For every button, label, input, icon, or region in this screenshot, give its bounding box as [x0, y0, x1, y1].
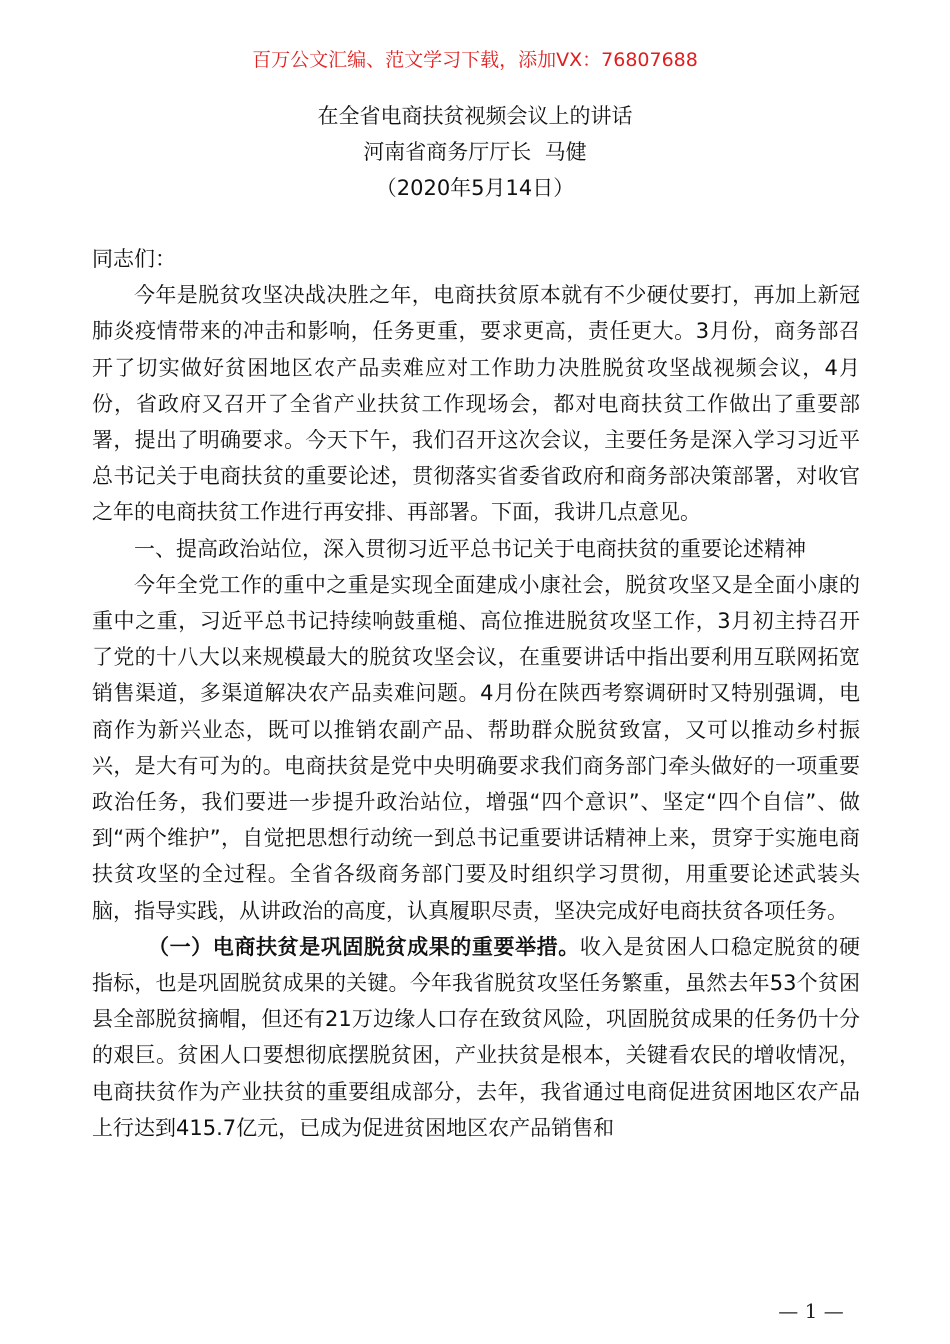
- subsection-1-text: 收入是贫困人口稳定脱贫的硬指标，也是巩固脱贫成果的关键。今年我省脱贫攻坚任务繁重，虽然去年53个贫困县全部脱贫摘帽，但还有21万边缘人口存在致贫风险，巩固脱贫成果的任务仍十分的艰巨。贫困人口要想彻底摆脱贫困，产业扶贫是根本，关键看农民的增收情况，电商扶贫作为产业扶贫的重要组成部分，去年，我省通过电商促进贫困地区农产品上行达到415.7亿元，已成为促进贫困地区农产品销售和: [92, 934, 860, 1140]
- document-body: [92, 241, 860, 1146]
- paragraph-section-1: 今年全党工作的重中之重是实现全面建成小康社会，脱贫攻坚又是全面小康的重中之重，习近平总书记持续响鼓重槌、高位推进脱贫攻坚工作，3月初主持召开了党的十八大以来规模最大的脱贫攻坚会议，在重要讲话中指出要利用互联网拓宽销售渠道，多渠道解决农产品卖难问题。4月份在陕西考察调研时又特别强调，电商作为新兴业态，既可以推销农副产品、帮助群众脱贫致富，又可以推动乡村振兴，是大有可为的。电商扶贫是党中央明确要求我们商务部门牵头做好的一项重要政治任务，我们要进一步提升政治站位，增强“四个意识”、坚定“四个自信”、做到“两个维护”，自觉把思想行动统一到总书记重要讲话精神上来，贯穿于实施电商扶贫攻坚的全过程。全省各级商务部门要及时组织学习贯彻，用重要论述武装头脑，指导实践，从讲政治的高度，认真履职尽责，坚决完成好电商扶贫各项任务。: [92, 572, 860, 923]
- page-number: — 1 —: [778, 1299, 844, 1323]
- subsection-1-heading: （一）电商扶贫是巩固脱贫成果的重要举措。: [148, 934, 580, 959]
- paragraph-intro: 今年是脱贫攻坚决战决胜之年，电商扶贫原本就有不少硬仗要打，再加上新冠肺炎疫情带来的冲击和影响，任务更重，要求更高，责任更大。3月份，商务部召开了切实做好贫困地区农产品卖难应对工作助力决胜脱贫攻坚战视频会议，4月份，省政府又召开了全省产业扶贫工作现场会，都对电商扶贫工作做出了重要部署，提出了明确要求。今天下午，我们召开这次会议，主要任务是深入学习习近平总书记关于电商扶贫的重要论述，贯彻落实省委省政府和商务部决策部署，对收官之年的电商扶贫工作进行再安排、再部署。下面，我讲几点意见。: [92, 283, 860, 525]
- document-header: [0, 98, 950, 206]
- subsection-1: [92, 929, 860, 1146]
- watermark-banner: 百万公文汇编、范文学习下载，添加VX：76807688: [252, 49, 698, 71]
- salutation: 同志们：: [92, 247, 176, 271]
- document-title: 在全省电商扶贫视频会议上的讲话: [317, 104, 633, 128]
- document-date: （2020年5月14日）: [375, 176, 575, 200]
- document-author: 河南省商务厅厅长 马健: [363, 140, 587, 164]
- section-heading-1: 一、提高政治站位，深入贯彻习近平总书记关于电商扶贫的重要论述精神: [134, 536, 806, 561]
